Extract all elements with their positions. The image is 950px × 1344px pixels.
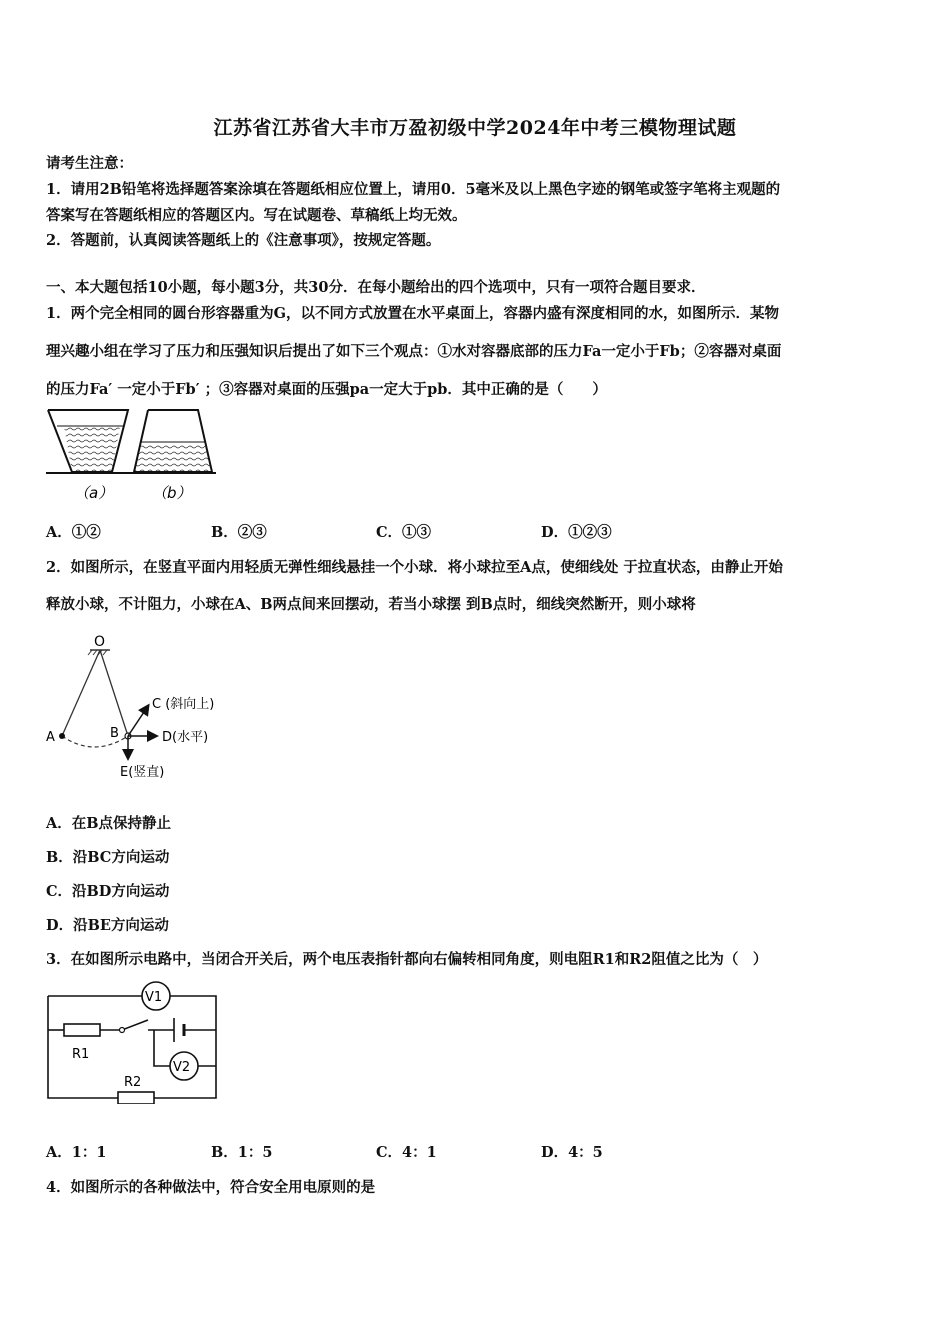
q2-text-line-1: 2．如图所示，在竖直平面内用轻质无弹性细线悬挂一个小球．将小球拉至A点，使细线处 于拉直状态，由静止开始	[46, 559, 783, 576]
voltmeter-v1	[142, 982, 170, 1010]
notice-item-1-line-1: 1．请用2B铅笔将选择题答案涂填在答题纸相应位置上，请用0．5毫米及以上黑色字迹的钢笔或签字笔将主观题的	[46, 181, 781, 198]
q1-option-d[interactable]: D．①②③	[541, 524, 612, 541]
section-1-heading: 一、本大题包括10小题，每小题3分，共30分．在每小题给出的四个选项中，只有一项符合题目要求．	[46, 279, 706, 296]
point-e-label: E(竖直)	[120, 765, 165, 780]
q3-option-a[interactable]: A．1：1	[46, 1144, 107, 1161]
point-b-label: B	[110, 726, 119, 741]
point-d-label: D(水平)	[162, 730, 209, 745]
q2-option-d[interactable]: D．沿BE方向运动	[46, 917, 169, 934]
q4-text: 4．如图所示的各种做法中，符合安全用电原则的是	[46, 1179, 376, 1196]
svg-text:V1: V1	[145, 990, 163, 1005]
q3-option-b[interactable]: B．1：5	[211, 1144, 273, 1161]
voltmeter-v2	[170, 1052, 198, 1080]
string-to-b	[100, 650, 128, 736]
string-to-a	[62, 650, 100, 736]
q1-text-line-3: 的压力Fa′ 一定小于Fb′ ；③容器对桌面的压强pa一定大于pb．其中正确的是（ ）	[46, 381, 607, 398]
figure-label-b: （b）	[152, 484, 192, 502]
point-c-label: C (斜向上)	[152, 697, 215, 712]
q1-containers-figure	[44, 408, 224, 506]
page-title: 江苏省江苏省大丰市万盈初级中学2024年中考三模物理试题	[213, 117, 737, 139]
q3-circuit-figure	[44, 980, 224, 1104]
battery	[174, 1018, 184, 1042]
notice-heading: 请考生注意：	[46, 155, 133, 172]
q3-option-d[interactable]: D．4：5	[541, 1144, 603, 1161]
point-o-label: O	[94, 634, 106, 650]
notice-item-2: 2．答题前，认真阅读答题纸上的《注意事项》，按规定答题。	[46, 232, 441, 249]
q2-text-line-2: 释放小球，不计阻力，小球在A、B两点间来回摆动，若当小球摆 到B点时，细线突然断开，则小球将	[46, 596, 696, 613]
q1-option-b[interactable]: B．②③	[211, 524, 267, 541]
q3-option-c[interactable]: C．4：1	[376, 1144, 437, 1161]
point-a-label: A	[46, 730, 55, 745]
resistor-r1	[64, 1024, 100, 1062]
svg-text:R2: R2	[124, 1075, 142, 1090]
container-b	[134, 410, 212, 472]
q2-option-a[interactable]: A．在B点保持静止	[46, 815, 172, 832]
q1-text-line-1: 1．两个完全相同的圆台形容器重为G，以不同方式放置在水平桌面上，容器内盛有深度相同的水，如图所示．某物	[46, 305, 779, 322]
q1-text-line-2: 理兴趣小组在学习了压力和压强知识后提出了如下三个观点：①水对容器底部的压力Fa一定小于Fb；②容器对桌面	[46, 343, 782, 360]
svg-text:R1: R1	[72, 1047, 90, 1062]
arrow-c	[128, 706, 148, 736]
q2-option-b[interactable]: B．沿BC方向运动	[46, 849, 170, 866]
q1-option-c[interactable]: C．①③	[376, 524, 432, 541]
container-a	[48, 410, 128, 472]
q3-text: 3．在如图所示电路中，当闭合开关后，两个电压表指针都向右偏转相同角度，则电阻R1和R2阻值之比为（ ）	[46, 951, 768, 968]
figure-label-a: （a）	[74, 484, 114, 502]
svg-text:V2: V2	[173, 1060, 191, 1075]
resistor-r2	[118, 1075, 154, 1104]
notice-item-1-line-2: 答案写在答题纸相应的答题区内。写在试题卷、草稿纸上均无效。	[46, 207, 467, 224]
q2-pendulum-figure	[44, 630, 254, 782]
q2-option-c[interactable]: C．沿BD方向运动	[46, 883, 170, 900]
q1-option-a[interactable]: A．①②	[46, 524, 101, 541]
ball-at-a	[59, 733, 65, 739]
switch	[120, 1028, 125, 1033]
